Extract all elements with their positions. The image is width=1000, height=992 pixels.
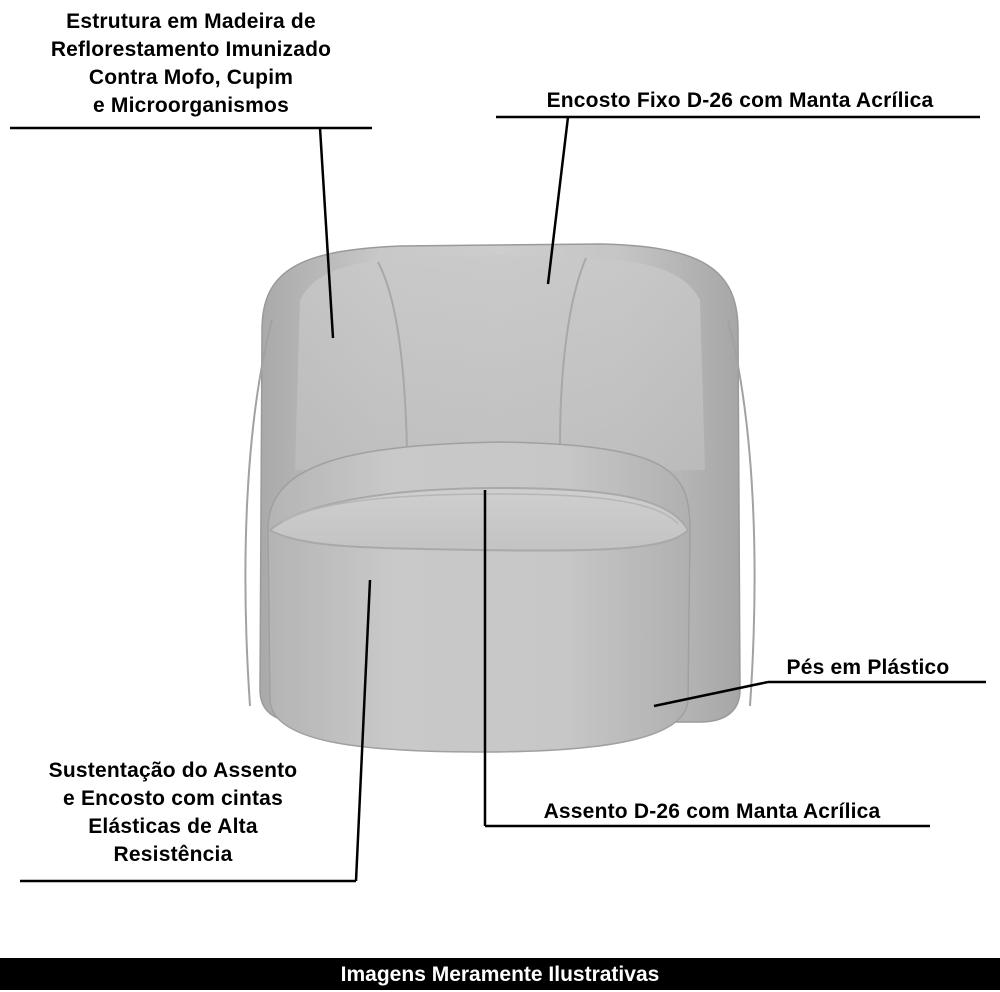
callout-estrutura-line: Estrutura em Madeira de [66,10,316,33]
callout-sustentacao-line: Resistência [113,843,233,866]
callout-assento-line: Assento D-26 com Manta Acrílica [543,800,881,823]
callout-pes-line: Pés em Plástico [786,656,950,679]
callout-estrutura-line: Contra Mofo, Cupim [88,66,294,89]
callout-estrutura [10,8,372,120]
callout-sustentacao [8,757,338,869]
callout-estrutura-line: Reflorestamento Imunizado [50,38,332,61]
callout-encosto [500,87,980,115]
callout-sustentacao-line: Sustentação do Assento [48,759,298,782]
callout-sustentacao-line: Elásticas de Alta [88,815,258,838]
callout-encosto-line: Encosto Fixo D-26 com Manta Acrílica [546,89,934,112]
callout-pes [758,654,978,682]
callout-estrutura-line: e Microorganismos [93,94,289,117]
callout-sustentacao-line: e Encosto com cintas [63,787,283,810]
callout-assento [492,798,932,826]
chair-seat [268,442,690,752]
footer-disclaimer: Imagens Meramente Ilustrativas [340,963,660,986]
